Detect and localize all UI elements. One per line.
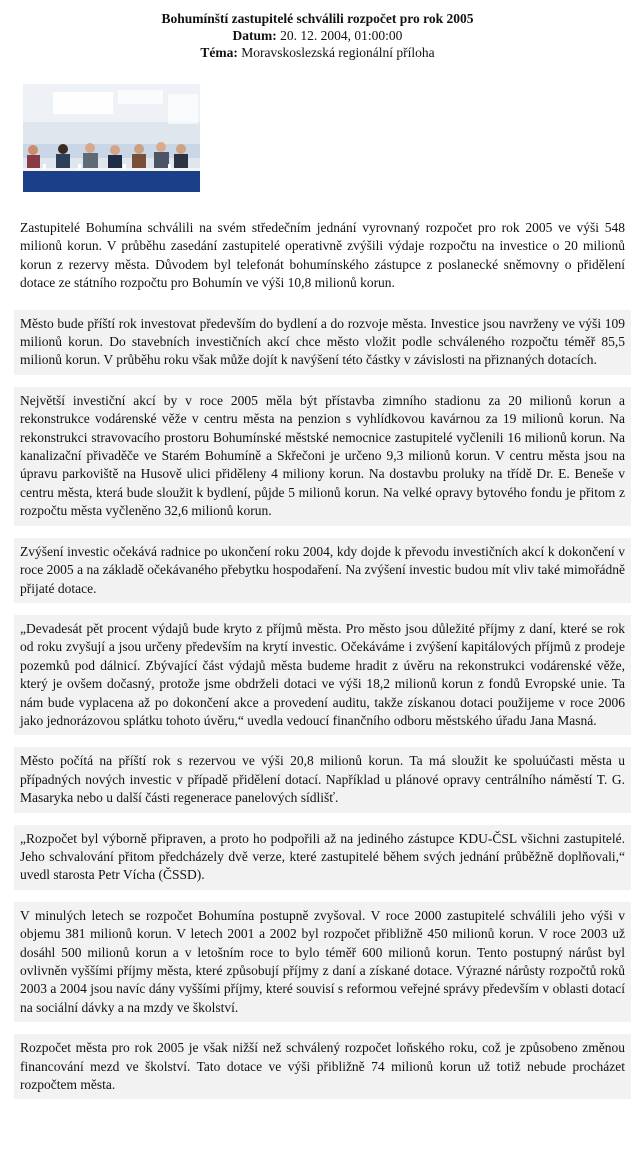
article-paragraph: „Rozpočet byl výborně připraven, a proto ho podpořili až na jediného zástupce KDU-ČSL všichni zastupitelé. Jeho schvalování přitom předcházely dvě verze, které zastupitelé během svých jednání průběžně doplňovali,“ uvedl starosta Petr Vícha (ČSSD).	[14, 825, 631, 890]
press-conference-photo	[23, 84, 200, 192]
article-paragraph: Rozpočet města pro rok 2005 je však nižší než schválený rozpočet loňského roku, což je způsobeno změnou financování mezd ve školství. Tato dotace ve výši přibližně 74 milionů korun už totiž nebude procházet rozpočtem města.	[14, 1034, 631, 1099]
article-paragraph: Zvýšení investic očekává radnice po ukončení roku 2004, kdy dojde k převodu investičních akcí k dokončení v roce 2005 a na základě očekávaného přebytku hospodaření. Na zvýšení investic budou mít vliv také mimořádně přijaté dotace.	[14, 538, 631, 603]
article-theme	[0, 44, 635, 61]
article-paragraph: „Devadesát pět procent výdajů bude kryto z příjmů města. Pro město jsou důležité příjmy z daní, které se rok od roku zvyšují a jsou určeny především na krytí investic. Očekáváme i zvýšení kapitálových příjmů z prodeje pozemků pod dálnicí. Zbývající část výdajů města budeme hradit z úvěru na rekonstrukci vodárenské věže, který je ovšem dočasný, protože jsme obdrželi dotaci ve výši 18,2 milionů korun z fondů Evropské unie. Ta nám bude vyplacena až po dokončení akce a provedení auditu, takže získanou dotaci použijeme v roce 2006 jako jednorázovou splátku tohoto úvěru,“ uvedla vedoucí finančního odboru městského úřadu Jana Masná.	[14, 615, 631, 735]
article-paragraph: Největší investiční akcí by v roce 2005 měla být přístavba zimního stadionu za 20 milionů korun a rekonstrukce vodárenské věže v centru města na penzion s vyhlídkovou kavárnou za 19 milionů korun. Na rekonstrukci stravovacího prostoru Bohumínské městské nemocnice zastupitelé vyčlenili 16 milionů korun. Na kanalizační přivaděče ve Starém Bohumíně a Skřečoni je určeno 9,3 milionů korun. V centru města jsou na úpravu parkoviště na Husově ulici přiděleny 4 miliony korun. Na dostavbu proluky na třídě Dr. E. Beneše v centru města, která bude sloužit k bydlení, půjde 5 milionů korun. Na velké opravy bytového fondu je přitom z rozpočtu města vyčleněno 32,6 milionů korun.	[14, 387, 631, 526]
article-paragraph: Město bude příští rok investovat především do bydlení a do rozvoje města. Investice jsou navrženy ve výši 109 milionů korun. Do stavebních investičních akcí chce město vložit podle schváleného rozpočtu téměř 85,5 milionů korun. V průběhu roku však může dojít k navýšení této částky v závislosti na přiznaných dotacích.	[14, 310, 631, 375]
article-paragraph: Město počítá na příští rok s rezervou ve výši 20,8 milionů korun. Ta má sloužit ke spoluúčasti města u případných nových investic v případě přidělení dotací. Například u plánové opravy centrálního náměstí T. G. Masaryka nebo u další části regenerace panelových sídlišť.	[14, 747, 631, 812]
article-title: Bohumínští zastupitelé schválili rozpočet pro rok 2005	[161, 11, 474, 26]
theme-value: Moravskoslezská regionální příloha	[241, 45, 435, 60]
theme-label: Téma:	[200, 45, 238, 60]
article-body	[0, 200, 635, 1111]
article-header	[0, 0, 635, 61]
date-label: Datum:	[232, 28, 277, 43]
article-paragraph: V minulých letech se rozpočet Bohumína postupně zvyšoval. V roce 2000 zastupitelé schválili jeho výši v objemu 381 milionů korun. V letech 2001 a 2002 byl rozpočet přibližně 450 milionů korun. V roce 2003 už dosáhl 500 milionů korun a v letošním roce to bylo téměř 600 milionů korun. Tento postupný nárůst byl ovlivněn vyššími příjmy města, které způsobují příjmy z daní a získané dotace. Výrazné nárůsty rozpočtů roků 2003 a 2004 jsou navíc dány vyššími příjmy, které souvisí s reformou veřejné správy především v oblasti dotací na sociální dávky a na mzdy ve školství.	[14, 902, 631, 1022]
date-value: 20. 12. 2004, 01:00:00	[280, 28, 403, 43]
article-paragraph: Zastupitelé Bohumína schválili na svém středečním jednání vyrovnaný rozpočet pro rok 2005 ve výši 548 milionů korun. V průběhu zasedání zastupitelé operativně zvýšili výdaje rozpočtu na investice o 20 milionů korun z rezervy města. Důvodem byl telefonát bohumínského zástupce z poslanecké sněmovny o přidělení dotace ze státního rozpočtu pro Bohumín ve výši 10,8 milionů korun.	[14, 214, 631, 298]
photo-illustration-icon	[23, 84, 200, 192]
article-date	[0, 27, 635, 44]
